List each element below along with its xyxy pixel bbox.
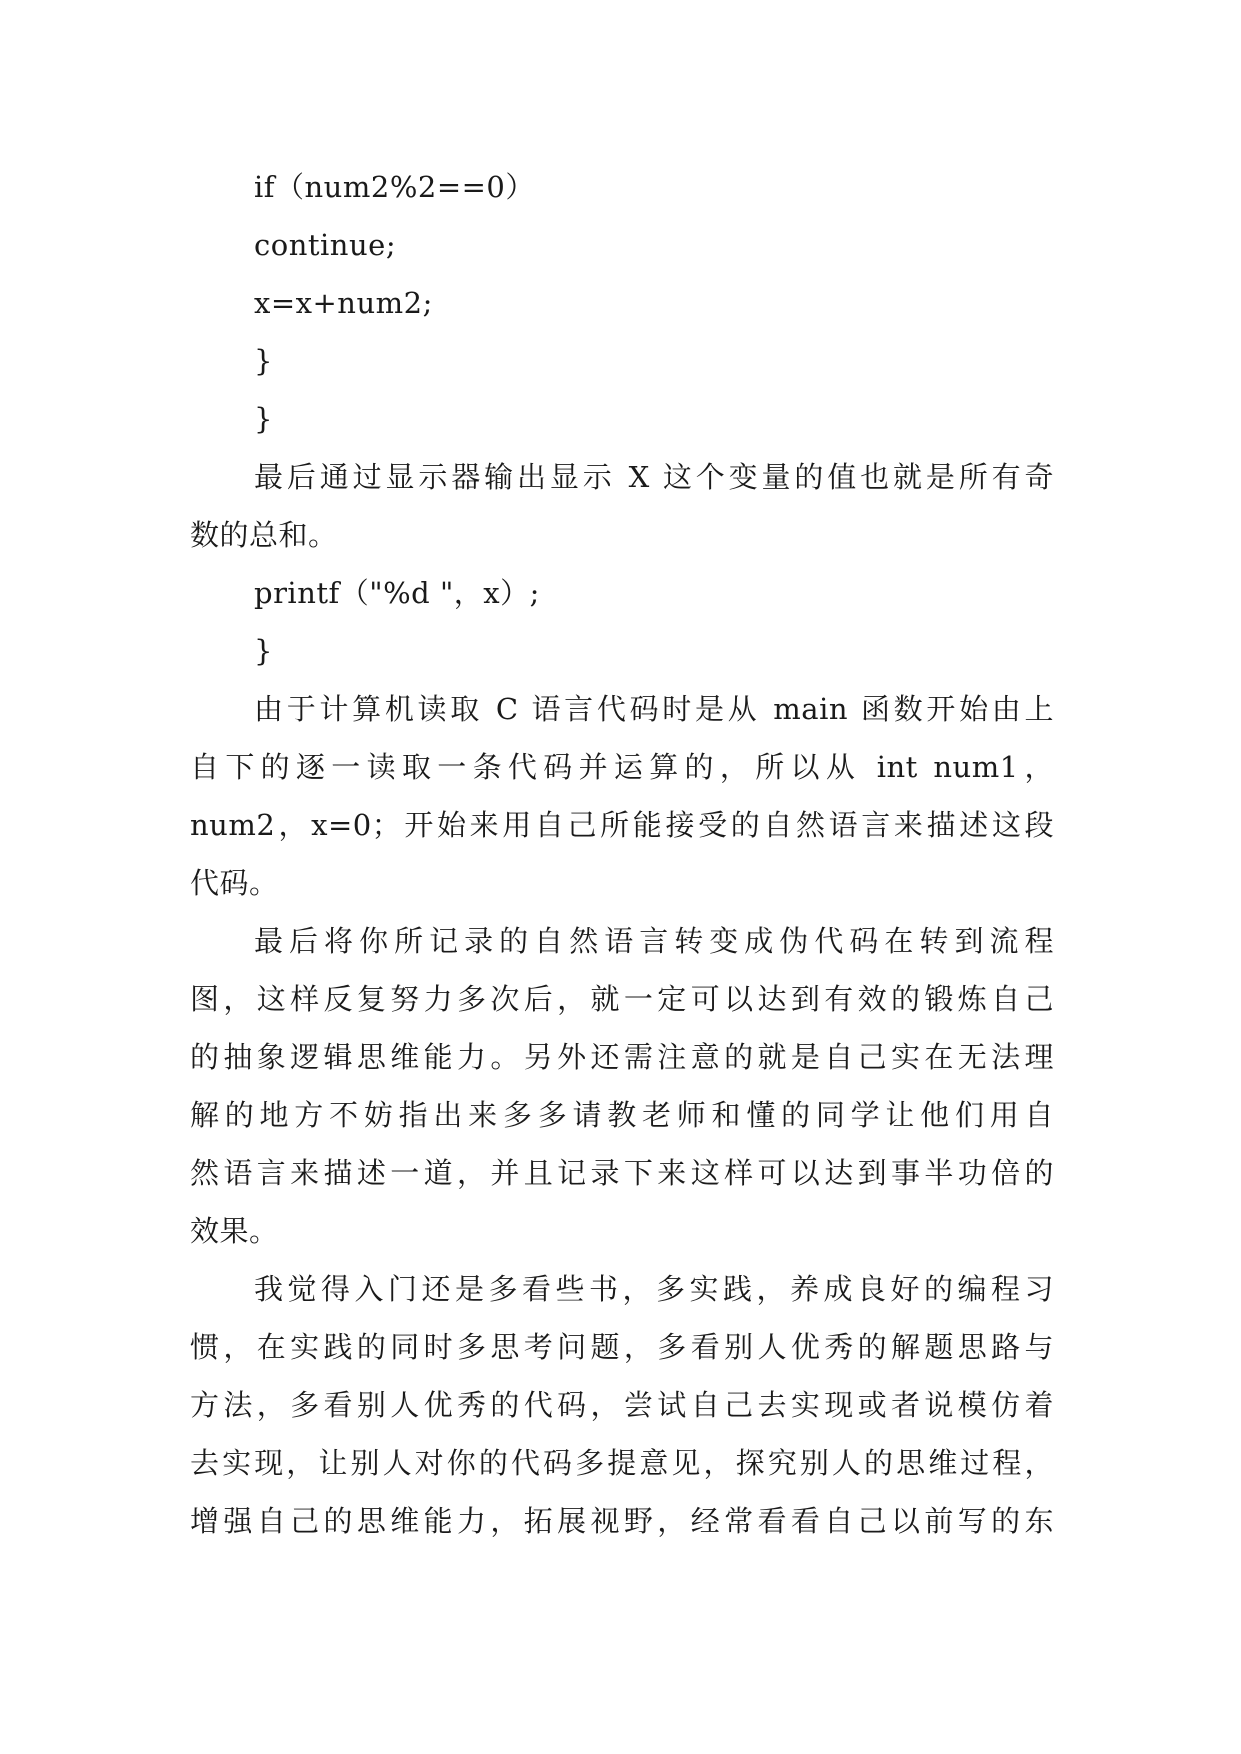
paragraph-line: 自下的逐一读取一条代码并运算的，所以从 int num1， bbox=[190, 750, 1054, 784]
code-line: } bbox=[254, 402, 273, 436]
paragraph-line: 效果。 bbox=[190, 1214, 279, 1248]
code-line: printf（"%d "，x）; bbox=[254, 576, 540, 610]
paragraph-line: num2，x=0；开始来用自己所能接受的自然语言来描述这段 bbox=[190, 808, 1054, 842]
paragraph-line: 数的总和。 bbox=[190, 518, 338, 552]
code-line: } bbox=[254, 344, 273, 378]
paragraph-line: 解的地方不妨指出来多多请教老师和懂的同学让他们用自 bbox=[190, 1098, 1054, 1132]
code-line: continue; bbox=[254, 228, 397, 262]
paragraph-line: 最后将你所记录的自然语言转变成伪代码在转到流程 bbox=[254, 924, 1054, 958]
paragraph-line: 惯，在实践的同时多思考问题，多看别人优秀的解题思路与 bbox=[190, 1330, 1054, 1364]
paragraph-line: 由于计算机读取 C 语言代码时是从 main 函数开始由上 bbox=[254, 692, 1054, 726]
paragraph-line: 方法，多看别人优秀的代码，尝试自己去实现或者说模仿着 bbox=[190, 1388, 1054, 1422]
paragraph-line: 的抽象逻辑思维能力。另外还需注意的就是自己实在无法理 bbox=[190, 1040, 1054, 1074]
paragraph-line: 代码。 bbox=[190, 866, 279, 900]
paragraph-line: 去实现，让别人对你的代码多提意见，探究别人的思维过程， bbox=[190, 1446, 1054, 1480]
paragraph-line: 最后通过显示器输出显示 X 这个变量的值也就是所有奇 bbox=[254, 460, 1054, 494]
paragraph-line: 我觉得入门还是多看些书，多实践，养成良好的编程习 bbox=[254, 1272, 1054, 1306]
paragraph-line: 图，这样反复努力多次后，就一定可以达到有效的锻炼自己 bbox=[190, 982, 1054, 1016]
paragraph-line: 增强自己的思维能力，拓展视野，经常看看自己以前写的东 bbox=[190, 1504, 1054, 1538]
document-body bbox=[190, 158, 1054, 1550]
code-line: } bbox=[254, 634, 273, 668]
code-line: if（num2%2==0） bbox=[254, 170, 535, 204]
paragraph-line: 然语言来描述一道，并且记录下来这样可以达到事半功倍的 bbox=[190, 1156, 1054, 1190]
code-line: x=x+num2; bbox=[254, 286, 433, 320]
